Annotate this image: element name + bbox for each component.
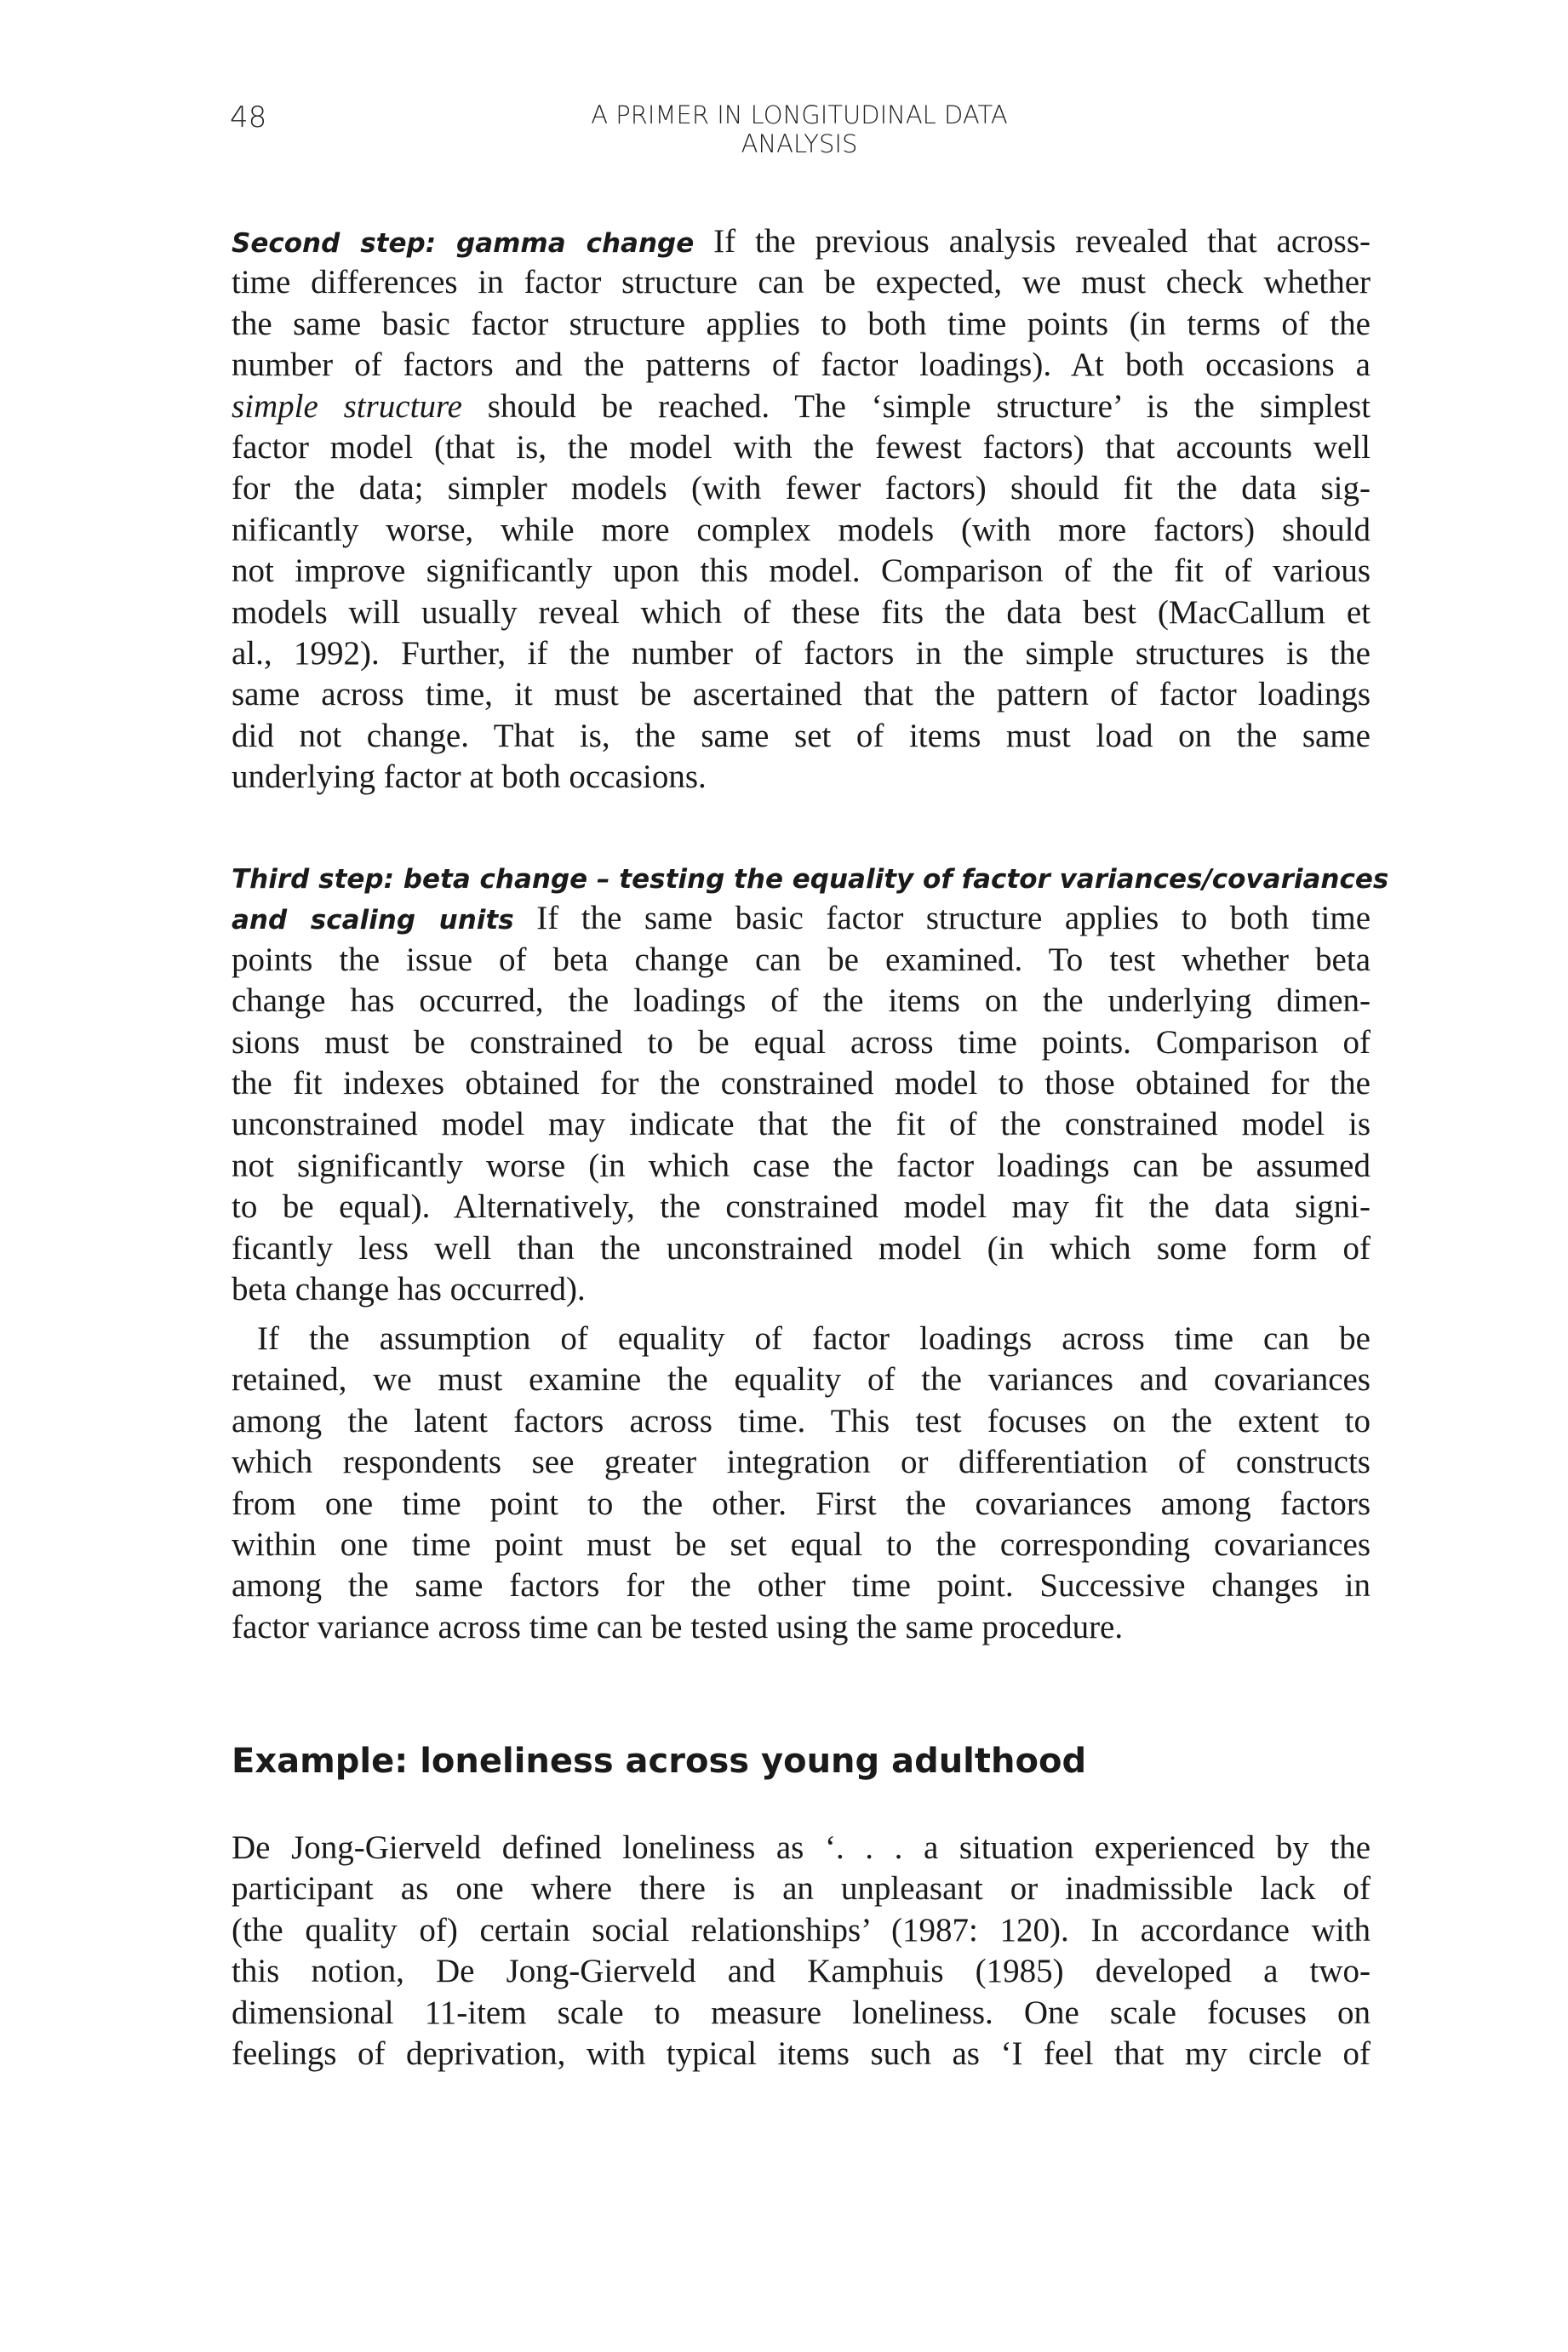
- text-line: [232, 1565, 1371, 1606]
- text-line: [232, 1442, 1371, 1483]
- text-line: [232, 592, 1371, 633]
- text-line: [232, 1993, 1371, 2034]
- text-line: [232, 304, 1371, 345]
- body-text: nificantly worse, while more complex models (with more factors) should: [232, 511, 1371, 548]
- emphasis-text: simple structure: [232, 387, 462, 425]
- body-text: among the same factors for the other time point. Successive changes in: [232, 1567, 1371, 1605]
- text-line: [232, 262, 1371, 303]
- text-line: [232, 1868, 1371, 1909]
- body-text: If the assumption of equality of factor loadings across time can be: [257, 1320, 1371, 1357]
- body-text: factor variance across time can be tested using the same procedure.: [232, 1608, 1124, 1645]
- body-text: beta change has occurred).: [232, 1270, 586, 1308]
- body-text: from one time point to the other. First the covariances among factors: [232, 1485, 1371, 1522]
- text-line: [232, 1525, 1371, 1565]
- body-text: number of factors and the patterns of factor loadings). At both occasions a: [232, 346, 1371, 384]
- body-text: sions must be constrained to be equal across time points. Comparison of: [232, 1023, 1371, 1061]
- body-text: (the quality of) certain social relationships’ (1987: 120). In accordance with: [232, 1911, 1371, 1949]
- text-line: [232, 1951, 1371, 1992]
- body-text: retained, we must examine the equality of the variances and covariances: [232, 1361, 1371, 1399]
- text-line: [232, 1828, 1371, 1868]
- text-line: [232, 716, 1371, 757]
- body-text: same across time, it must be ascertained that the pattern of factor loadings: [232, 676, 1371, 713]
- body-text: the same basic factor structure applies to both time points (in terms of the: [232, 305, 1371, 342]
- body-text: to be equal). Alternatively, the constrained model may fit the data signi-: [232, 1188, 1371, 1226]
- text-line: [232, 674, 1371, 715]
- text-line: [232, 221, 1371, 262]
- text-line: [232, 1269, 1371, 1310]
- text-line: [232, 898, 1371, 939]
- text-line: [232, 1228, 1371, 1269]
- text-line: [232, 1022, 1371, 1063]
- body-text: al., 1992). Further, if the number of factors in the simple structures is the: [232, 634, 1371, 672]
- text-line: [232, 427, 1371, 468]
- text-line: [232, 2034, 1371, 2074]
- paragraph-beta-change: [232, 857, 1389, 1310]
- body-text: this notion, De Jong-Gierveld and Kamphuis (1985) developed a two-: [232, 1953, 1371, 1990]
- body-text: De Jong-Gierveld defined loneliness as ‘. . . a situation experienced by the: [232, 1829, 1371, 1866]
- text-line: [232, 857, 1389, 898]
- body-text: not improve significantly upon this model. Comparison of the fit of various: [232, 552, 1371, 590]
- paragraph-gamma-change: [232, 221, 1371, 798]
- body-text: for the data; simpler models (with fewer factors) should fit the data sig-: [232, 470, 1371, 507]
- body-text: the fit indexes obtained for the constrained model to those obtained for the: [232, 1064, 1371, 1102]
- text-line: [232, 940, 1371, 981]
- page-number: 48: [230, 100, 267, 134]
- body-text: underlying factor at both occasions.: [232, 758, 707, 796]
- section-heading: Example: loneliness across young adulthood: [232, 1742, 1087, 1781]
- body-text: participant as one where there is an unpleasant or inadmissible lack of: [232, 1870, 1371, 1908]
- body-text: should be reached. The ‘simple structure’ is the simplest: [462, 387, 1371, 425]
- body-text: models will usually reveal which of these fits the data best (MacCallum et: [232, 593, 1371, 631]
- text-line: [232, 510, 1371, 551]
- body-text: dimensional 11-item scale to measure loneliness. One scale focuses on: [232, 1994, 1371, 2031]
- body-text: not significantly worse (in which case the factor loadings can be assumed: [232, 1147, 1371, 1184]
- run-in-heading: Second step: gamma change: [232, 228, 695, 259]
- body-text: If the previous analysis revealed that across-: [694, 223, 1371, 260]
- body-text: which respondents see greater integration or differentiation of constructs: [232, 1444, 1371, 1481]
- text-line: [232, 345, 1371, 386]
- text-line: [232, 1063, 1371, 1104]
- text-line: [232, 1319, 1371, 1359]
- text-line: [232, 1146, 1371, 1187]
- text-line: [232, 1104, 1371, 1145]
- body-text: points the issue of beta change can be examined. To test whether beta: [232, 941, 1371, 978]
- run-in-heading: Third step: beta change – testing the equality of factor variances/covariances: [232, 864, 1389, 895]
- text-line: [232, 633, 1371, 674]
- body-text: did not change. That is, the same set of items must load on the same: [232, 717, 1371, 754]
- text-line: [232, 1187, 1371, 1228]
- text-line: [232, 1484, 1371, 1525]
- body-text: change has occurred, the loadings of the items on the underlying dimen-: [232, 982, 1371, 1020]
- paragraph-loneliness-definition: [232, 1828, 1371, 2074]
- text-line: [232, 386, 1371, 427]
- text-line: [232, 551, 1371, 592]
- body-text: If the same basic factor structure applies to both time: [513, 900, 1371, 937]
- text-line: [232, 1401, 1371, 1442]
- text-line: [232, 757, 1371, 798]
- body-text: among the latent factors across time. This test focuses on the extent to: [232, 1402, 1371, 1439]
- body-text: unconstrained model may indicate that the fit of the constrained model is: [232, 1106, 1371, 1143]
- body-text: time differences in factor structure can be expected, we must check whether: [232, 264, 1371, 301]
- text-line: [232, 468, 1371, 509]
- text-line: [232, 1359, 1371, 1400]
- run-in-heading: and scaling units: [232, 905, 514, 936]
- text-line: [232, 1910, 1371, 1951]
- paragraph-variance-equality: [232, 1319, 1371, 1648]
- body-text: within one time point must be set equal to the corresponding covariances: [232, 1525, 1371, 1563]
- body-text: feelings of deprivation, with typical items such as ‘I feel that my circle of: [232, 2034, 1371, 2072]
- text-line: [232, 981, 1371, 1021]
- body-text: factor model (that is, the model with the fewest factors) that accounts well: [232, 428, 1371, 466]
- text-line: [232, 1607, 1371, 1648]
- running-title: A PRIMER IN LONGITUDINAL DATA ANALYSIS: [591, 100, 1008, 158]
- body-text: ficantly less well than the unconstrained model (in which some form of: [232, 1229, 1371, 1267]
